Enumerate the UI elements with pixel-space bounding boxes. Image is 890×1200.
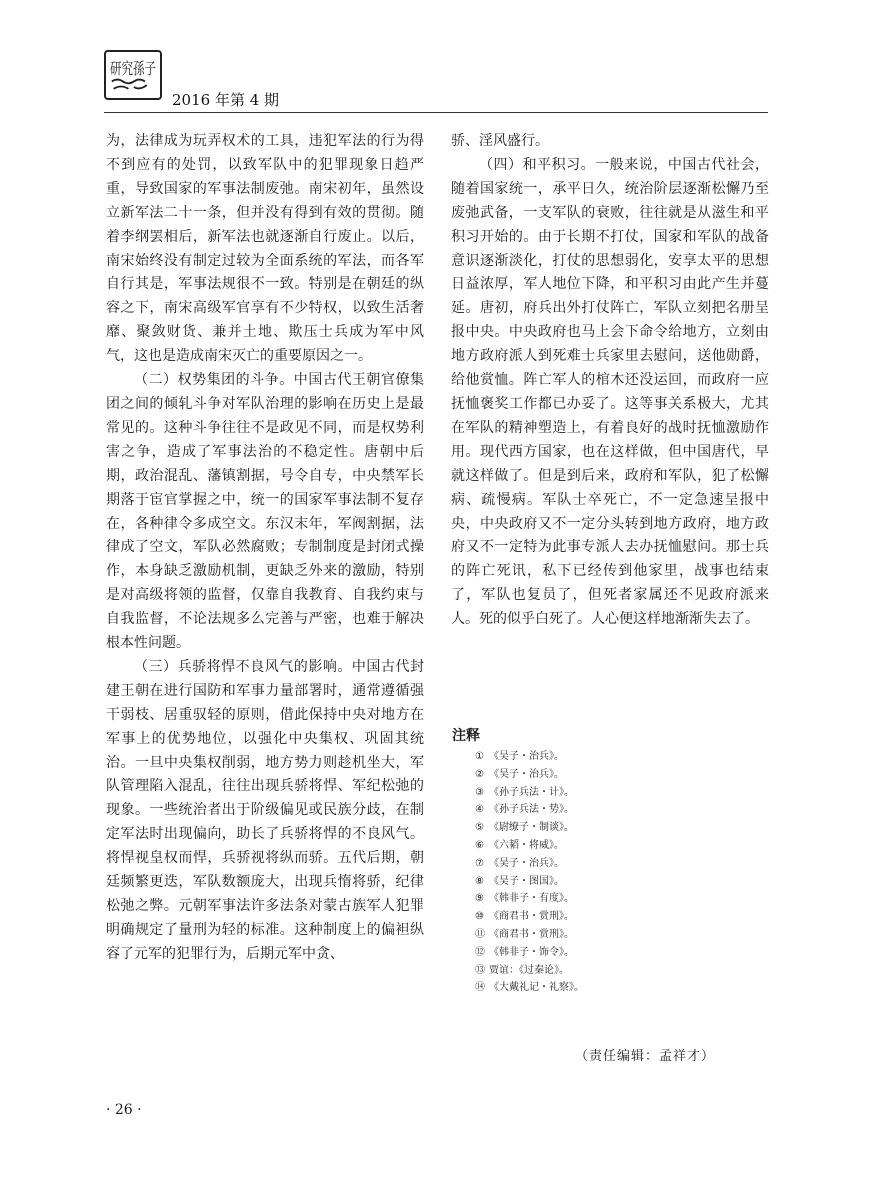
header-divider	[104, 112, 768, 113]
note-item	[475, 819, 775, 837]
note-text: 《吴子・图国》。	[489, 875, 564, 887]
note-text: 《尉缭子・制谈》。	[489, 822, 574, 834]
note-number: ⑤	[475, 822, 484, 834]
paragraph: 为，法律成为玩弄权术的工具，违犯军法的行为得不到应有的处罚，以致军队中的犯罪现象日趋严重，导致国家的军事法制废弛。南宋初年，虽然设立新军法二十一条，但并没有得到有效的贯彻。随着李纲罢相后，新军法也就逐渐自行废止。以后，南宋始终没有制定过较为全面系统的军法，而各军自行其是，军事法规很不一致。特别是在朝廷的纵容之下，南宋高级军官享有不少特权，以致生活奢靡、聚敛财货、兼并土地、欺压士兵成为军中风气，这也是造成南宋灭亡的重要原因之一。	[106, 133, 424, 365]
note-text: 贾谊：《过秦论》。	[489, 964, 569, 976]
notes-list	[475, 748, 775, 997]
note-text: 《六韬・将威》。	[489, 839, 564, 851]
journal-logo	[104, 50, 162, 100]
note-item	[475, 962, 775, 980]
note-item	[475, 890, 775, 908]
note-item	[475, 926, 775, 944]
note-item	[475, 748, 775, 766]
paragraph: （二）权势集团的斗争。中国古代王朝官僚集团之间的倾轧斗争对军队治理的影响在历史上是最常见的。这种斗争往往不是政见不同，而是权势利害之争，造成了军事法治的不稳定性。唐朝中后期，政治混乱、藩镇割据，号令自专，中央禁军长期落于宦官掌握之中，统一的国家军事法制不复存在，各种律令多成空文。东汉末年，军阀割据，法律成了空文，军队必然腐败；专制制度是封闭式操作，本身缺乏激励机制，更缺乏外来的激励，特别是对高级将领的监督，仅靠自我教育、自我约束与自我监督，不论法规多么完善与严密，也难于解决根本性问题。	[106, 372, 424, 652]
note-number: ②	[475, 768, 484, 780]
responsible-editor: （责任编辑：孟祥才）	[575, 1049, 716, 1064]
note-number: ⑭	[475, 982, 485, 994]
note-item	[475, 873, 775, 891]
note-item	[475, 944, 775, 962]
note-item	[475, 766, 775, 784]
note-number: ⑨	[475, 893, 484, 905]
paragraph: （四）和平积习。一般来说，中国古代社会，随着国家统一，承平日久，统治阶层逐渐松懈乃至废弛武备，一支军队的衰败，往往就是从滋生和平积习开始的。由于长期不打仗，国家和军队的战备意识逐渐淡化，打仗的思想弱化，安享太平的思想日益浓厚，军人地位下降，和平积习由此产生并蔓延。唐初，府兵出外打仗阵亡，军队立刻把名册呈报中央。中央政府也马上会下命令给地方，立刻由地方政府派人到死难士兵家里去慰问，送他勋爵，给他赏恤。阵亡军人的棺木还没运回，而政府一应抚恤褒奖工作都已办妥了。这等事关系极大，尤其在军队的精神塑造上，有着良好的战时抚恤激励作用。现代西方国家，也在这样做，但中国唐代，早就这样做了。但是到后来，政府和军队，犯了松懈病、疏慢病。军队士卒死亡，不一定急速呈报中央，中央政府又不一定分头转到地方政府，地方政府又不一定特为此事专派人去办抚恤慰问。那士兵的阵亡死讯，私下已经传到他家里，战事也结束了，军队也复员了，但死者家属还不见政府派来人。死的似乎白死了。人心便这样地渐渐失去了。	[451, 156, 769, 628]
note-text: 《吴子・治兵》。	[489, 751, 564, 762]
note-number: ⑪	[475, 928, 485, 940]
note-item	[475, 801, 775, 819]
note-text: 《吴子・治兵》。	[489, 857, 564, 869]
note-number: ⑬	[475, 964, 485, 976]
note-text: 《吴子・治兵》。	[489, 768, 564, 780]
note-text: 《孙子兵法・计》。	[489, 786, 574, 798]
note-item	[475, 979, 775, 997]
note-text: 《商君书・赏刑》。	[489, 928, 574, 940]
note-text: 《孙子兵法・势》。	[489, 804, 574, 816]
note-number: ④	[475, 804, 484, 816]
note-text: 《商君书・赏刑》。	[489, 911, 574, 923]
logo-calligraphy-icon	[106, 52, 160, 98]
note-text: 《大戴礼记・礼察》。	[489, 982, 584, 994]
note-number: ⑧	[475, 875, 484, 887]
note-text: 《韩非子・饰令》。	[489, 946, 574, 958]
paragraph: （三）兵骄将悍不良风气的影响。中国古代封建王朝在进行国防和军事力量部署时，通常遵循强干弱枝、居重驭轻的原则，借此保持中央对地方在军事上的优势地位，以强化中央集权、巩固其统治。一旦中央集权削弱，地方势力则趁机坐大，军队管理陷入混乱，往往出现兵骄将悍、军纪松弛的现象。一些统治者出于阶级偏见或民族分歧，在制定军法时出现偏向，助长了兵骄将悍的不良风气。将悍视皇权而悍，兵骄视将纵而骄。五代后期，朝廷频繁更迭，军队数额庞大，出现兵惰将骄，纪律松弛之弊。元朝军事法许多法条对蒙古族军人犯罪明确规定了量刑为轻的标准。这种制度上的偏袒纵容了元军的犯罪行为，后期元军中贪、	[106, 658, 424, 962]
right-column	[451, 130, 769, 632]
note-item	[475, 855, 775, 873]
note-number: ⑩	[475, 911, 484, 923]
note-number: ③	[475, 786, 484, 798]
note-text: 《韩非子・有度》。	[489, 893, 574, 905]
logo-text: 研究孫子	[110, 59, 156, 79]
note-item	[475, 908, 775, 926]
left-column	[106, 130, 424, 967]
page-number: · 26 ·	[106, 1102, 142, 1118]
note-item	[475, 837, 775, 855]
note-number: ①	[475, 751, 484, 762]
note-item	[475, 784, 775, 802]
note-number: ⑥	[475, 839, 484, 851]
notes-heading: 注释	[452, 728, 480, 744]
paragraph: 骄、淫风盛行。	[451, 133, 549, 149]
note-number: ⑫	[475, 946, 485, 958]
issue-label: 2016 年第 4 期	[172, 91, 280, 109]
note-number: ⑦	[475, 857, 484, 869]
